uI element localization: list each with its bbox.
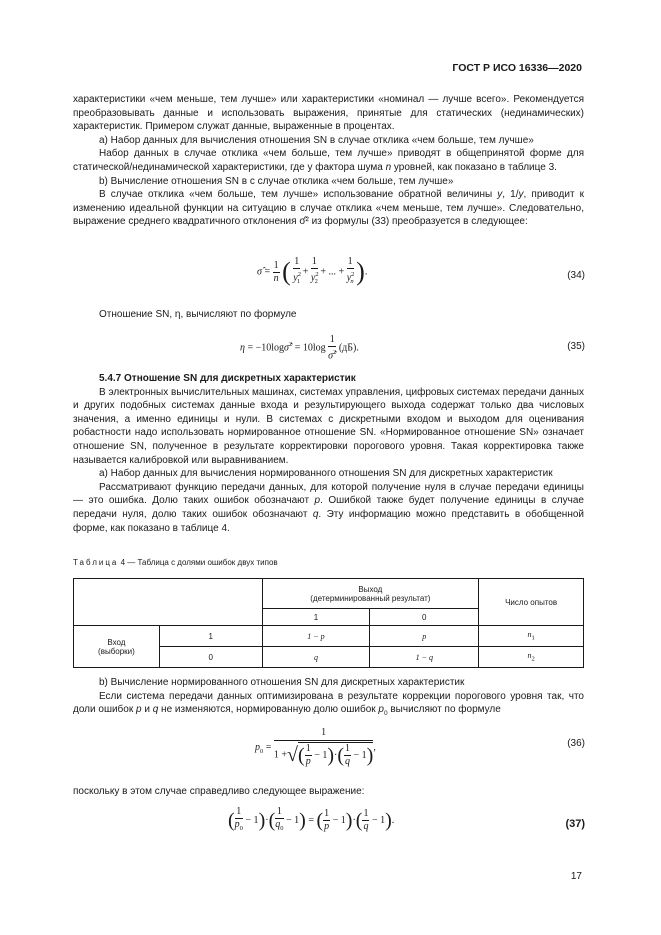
table-4-empty-header bbox=[74, 579, 263, 626]
eq37-q0: q bbox=[275, 819, 281, 830]
text-p5-y: y bbox=[497, 189, 503, 201]
eq34-y1-sub: 1 bbox=[296, 278, 301, 286]
eq37-minus1-b: − 1 bbox=[283, 814, 300, 826]
eq37-frac-p0 bbox=[235, 806, 243, 835]
eq37-p0: p bbox=[234, 819, 240, 830]
text-p5-a: В случае отклика «чем больше, тем лучше» использование обратной величины bbox=[99, 189, 498, 201]
eq37-dot-b: · bbox=[352, 814, 356, 826]
text-p10: b) Вычисление нормированного отношения SN для дискретных характеристик bbox=[99, 677, 465, 688]
eq36-p: p bbox=[255, 741, 260, 753]
text-p5-c: , приводит к изменению идеальной функции на ситуацию в случае отклика «чем меньше, тем лучше». Следовательно, выражение среднего квадратичного отклонения σ̂² из формулы (33) преобразуется в следующее: bbox=[73, 189, 584, 228]
paragraph-b bbox=[73, 676, 584, 721]
table-4-row2-trials-sub: 2 bbox=[531, 655, 535, 663]
eq37-frac-p0-den bbox=[235, 819, 243, 835]
eq34-yn-sub: n bbox=[350, 278, 354, 286]
text-p5 bbox=[73, 188, 584, 229]
eq37-paren4-r: ) bbox=[385, 809, 392, 832]
table-4-output-line2: (детерминированный результат) bbox=[310, 593, 431, 603]
eq37-paren2-l: ( bbox=[268, 809, 276, 832]
eq37-dot-a: · bbox=[265, 814, 269, 826]
eq34-frac-yn bbox=[347, 256, 354, 288]
table-4-row1-trials-sub: 1 bbox=[531, 634, 535, 642]
eq36-frac-p-den: p bbox=[305, 755, 311, 767]
table-4-caption-rest: 4 — Таблица с долями ошибок двух типов bbox=[118, 558, 278, 567]
eq34-plus: + bbox=[302, 266, 309, 278]
eq36-minus1-b: − 1 bbox=[351, 749, 367, 761]
eq36-num: 1 bbox=[274, 726, 373, 741]
table-4-row1-in: 1 bbox=[159, 626, 262, 647]
eq37-paren4-l: ( bbox=[355, 809, 363, 832]
eq34-frac-1n bbox=[273, 260, 280, 285]
equation-37: ( $\frac{1}{p_0}$ − 1)·( $\frac{1}{q_0}$ − 1) = ( $\frac{1}{p}$ − 1)·( $\frac{1}{q}$ − 1). bbox=[228, 806, 394, 835]
text-p9-b: . Ошибкой также будет получение единицы в случае передачи нуля, долю таких ошибок обозначают bbox=[73, 495, 584, 520]
text-p9-p: p bbox=[314, 495, 321, 507]
text-p9-c: . Эту информацию можно представить в обобщенной форме, как показано в таблице 4. bbox=[73, 508, 584, 534]
eq35-sigma: σ̂ bbox=[284, 342, 289, 354]
eq34-yn: y bbox=[346, 272, 352, 284]
eq34-frac-y2 bbox=[311, 256, 318, 288]
eq36-frac-q-num: 1 bbox=[345, 742, 351, 754]
text-p3-a: Набор данных в случае отклика «чем больше, тем лучше» приводят в общепринятой форме для статической/нединамической характеристики, где у фактора шума bbox=[73, 148, 584, 173]
eq36-equals: = bbox=[265, 741, 272, 753]
equation-36: $p_0$ = 1 1 +√( $\frac{1}{p}$ − 1)·( $\frac{1}{q}$ − 1) , bbox=[255, 726, 376, 769]
eq37-q0-sub: 0 bbox=[280, 825, 284, 832]
eq35-unit: (дБ). bbox=[336, 342, 359, 354]
text-p11 bbox=[73, 690, 584, 721]
eq37-equals: = bbox=[308, 814, 314, 826]
eq34-y1: y bbox=[293, 272, 298, 284]
eq34-frac-y1-den bbox=[293, 269, 300, 288]
eq36-paren1-r: ) bbox=[327, 744, 334, 766]
text-p2: a) Набор данных для вычисления отношения SN в случае отклика «чем больше, тем лучше» bbox=[99, 134, 534, 146]
sqrt-icon: √ bbox=[287, 744, 299, 766]
eq37-frac-p-num: 1 bbox=[324, 808, 330, 819]
table-4-row1-out1: 1 − p bbox=[262, 626, 370, 647]
equation-37-number: (37) bbox=[565, 818, 585, 830]
eq36-den bbox=[274, 741, 373, 769]
eq34-equals: = bbox=[264, 266, 271, 278]
eq34-frac-y2-num: 1 bbox=[311, 256, 317, 267]
eq35-num: 1 bbox=[329, 334, 335, 345]
text-p11-q: q bbox=[152, 704, 159, 716]
text-p5-y2: y bbox=[518, 189, 524, 201]
eq37-paren2-r: ) bbox=[299, 809, 306, 832]
table-4-row2-trials-n: n bbox=[527, 651, 532, 661]
eq35-den-sup: 2 bbox=[333, 349, 337, 356]
eq34-dots: + ... + bbox=[320, 266, 345, 278]
table-4-output-line1: Выход bbox=[358, 584, 383, 594]
equation-34-number: (34) bbox=[567, 270, 585, 281]
table-4 bbox=[73, 578, 584, 668]
eq37-minus1-a: − 1 bbox=[242, 814, 259, 826]
eq35-text2: = 10log bbox=[292, 342, 326, 354]
text-p3-n: n bbox=[385, 161, 392, 173]
eq36-frac-q bbox=[344, 743, 351, 768]
eq37-paren1-r: ) bbox=[258, 809, 266, 832]
eq37-frac-p0-num: 1 bbox=[236, 806, 242, 817]
eq34-y2-sup: 2 bbox=[315, 271, 319, 278]
eq37-minus1-d: − 1 bbox=[369, 814, 386, 826]
eq34-y2-sub: 2 bbox=[314, 278, 318, 286]
text-p9-a: Рассматривают функцию передачи данных, для которой получение нуля в случае передачи единицы — это ошибка. Долю таких ошибок обозначают bbox=[73, 481, 584, 507]
equation-35 bbox=[240, 334, 359, 362]
text-p8: a) Набор данных для вычисления нормированного отношения SN для дискретных характеристик bbox=[99, 468, 553, 480]
eq36-frac-p-num: 1 bbox=[305, 742, 311, 754]
table-4-row1-trials bbox=[479, 626, 584, 647]
eq36-main-frac bbox=[274, 726, 373, 769]
eq36-frac-p bbox=[305, 743, 312, 768]
table-4-row2-out0: 1 − q bbox=[370, 647, 479, 668]
eq34-den: n bbox=[273, 272, 279, 284]
eq36-dot: · bbox=[334, 749, 338, 761]
text-p11-p0: p bbox=[378, 704, 384, 716]
table-4-row1-out0: p bbox=[370, 626, 479, 647]
text-p1: характеристики «чем меньше, тем лучше» или характеристики «номинал — лучше всего». Рекомендуется преобразовывать данные и использовать выражения, принятые для статических (нединамических) характеристик. Примером служат данные, выраженные в процентах. bbox=[73, 94, 584, 133]
table-4-row1-trials-n: n bbox=[527, 630, 532, 640]
text-p9-q: q bbox=[312, 508, 319, 520]
eq34-lhs: σ̂ bbox=[257, 266, 262, 278]
table-4-row2-in: 0 bbox=[159, 647, 262, 668]
text-p9 bbox=[73, 481, 584, 535]
text-p4: b) Вычисление отношения SN в с случае отклика «чем больше, тем лучше» bbox=[99, 175, 454, 187]
text-p7: В электронных вычислительных машинах, системах управления, цифровых системах передачи данных и других подобных системах данные входа и результирующего выхода содержат только два числовых значения, а именно единицы и нули. В системах с дискретными входом и выходом для оценивания робастности надо использовать нормированное отношение SN. «Нормированное отношение SN» означает отношение SN, полученное в результате корректировки порогового уровня. Такая корректировка также называется калибровкой или выравниванием. bbox=[73, 386, 584, 466]
table-4-input-line2: (выборки) bbox=[98, 646, 135, 656]
eq34-frac-yn-num: 1 bbox=[347, 256, 353, 267]
eq34-num: 1 bbox=[273, 259, 279, 271]
eq35-den-sigma: σ̂ bbox=[328, 350, 334, 362]
text-p11-sub: 0 bbox=[383, 710, 388, 718]
section-title: 5.4.7 Отношение SN для дискретных характеристик bbox=[99, 373, 356, 384]
eq37-frac-q-num: 1 bbox=[363, 808, 369, 819]
equation-36-number: (36) bbox=[567, 738, 585, 749]
equation-34: σ̂ = $\frac{1}{n}$ ( $\frac{1}{y^2_1}$ + $\frac{1}{y^2_2}$ + ... + $\frac{1}{y^2_n}$ ). bbox=[257, 256, 367, 288]
eq34-yn-sup: 2 bbox=[351, 271, 355, 278]
eq35-eta: η bbox=[240, 342, 245, 354]
eq36-paren2-l: ( bbox=[337, 744, 345, 766]
eq36-sub0: 0 bbox=[260, 747, 264, 755]
eq36-radicand bbox=[298, 742, 373, 768]
table-4-row2-trials bbox=[479, 647, 584, 668]
table-4-col-0: 0 bbox=[370, 609, 479, 626]
table-4-caption-word: Таблица bbox=[73, 558, 119, 567]
eq34-frac-y2-den bbox=[311, 269, 318, 288]
eq34-right-paren: ) bbox=[356, 257, 365, 287]
eq37-frac-q0-den bbox=[275, 819, 283, 835]
eq37-frac-p-den: p bbox=[324, 821, 330, 832]
eq36-frac-q-den: q bbox=[345, 755, 351, 767]
eq37-p0-sub: 0 bbox=[239, 825, 243, 832]
eq35-sup: 2 bbox=[288, 341, 293, 349]
table-4-output-header bbox=[262, 579, 479, 609]
eq36-onep: 1 + bbox=[273, 749, 288, 761]
table-4-caption bbox=[73, 558, 278, 567]
eq37-frac-q0-num: 1 bbox=[276, 806, 282, 817]
document-header: ГОСТ Р ИСО 16336—2020 bbox=[452, 62, 582, 74]
table-4-input-line1: Вход bbox=[107, 637, 126, 647]
table-4-trials-header: Число опытов bbox=[479, 579, 584, 626]
eq37-paren3-l: ( bbox=[316, 809, 324, 832]
text-p3 bbox=[73, 147, 584, 174]
text-p12: поскольку в этом случае справедливо следующее выражение: bbox=[73, 786, 365, 797]
eq37-paren1-l: ( bbox=[228, 809, 235, 832]
paragraph-intro bbox=[73, 93, 584, 229]
eq34-y2: y bbox=[310, 272, 316, 284]
eq34-frac-yn-den bbox=[347, 269, 354, 288]
eq36-paren1-l: ( bbox=[298, 744, 305, 766]
eq34-frac-y1-num: 1 bbox=[294, 256, 300, 267]
table-4-row2-out1: q bbox=[262, 647, 370, 668]
section-5-4-7 bbox=[73, 372, 584, 535]
text-p3-b: уровней, как показано в таблице 3. bbox=[391, 161, 557, 173]
eq34-left-paren: ( bbox=[282, 257, 291, 287]
eq35-text1: = −10log bbox=[244, 342, 285, 354]
table-4-col-1: 1 bbox=[262, 609, 370, 626]
text-p11-b: не изменяются, нормированную долю ошибок bbox=[158, 704, 379, 716]
text-p11-a: Если система передачи данных оптимизирована в результате коррекции порогового уровня так, что доли ошибок bbox=[73, 690, 584, 716]
text-p6: Отношение SN, η, вычисляют по формуле bbox=[99, 309, 297, 320]
table-4-input-label bbox=[74, 626, 160, 668]
eq36-minus1-a: − 1 bbox=[311, 749, 328, 761]
eq37-paren3-r: ) bbox=[345, 809, 353, 832]
page-number: 17 bbox=[570, 871, 582, 882]
eq37-frac-q-den: q bbox=[363, 821, 369, 832]
eq37-frac-q0 bbox=[275, 806, 283, 835]
text-p11-and: и bbox=[141, 704, 153, 716]
eq37-minus1-c: − 1 bbox=[330, 814, 346, 826]
eq34-frac-y1 bbox=[293, 256, 300, 288]
equation-35-number: (35) bbox=[567, 341, 585, 352]
eq34-y1-sup: 2 bbox=[297, 271, 301, 278]
eq36-paren2-r: ) bbox=[366, 744, 374, 766]
text-p5-b: , 1/ bbox=[502, 189, 519, 201]
text-p11-p: p bbox=[136, 704, 142, 716]
text-p11-c: вычисляют по формуле bbox=[387, 704, 501, 716]
